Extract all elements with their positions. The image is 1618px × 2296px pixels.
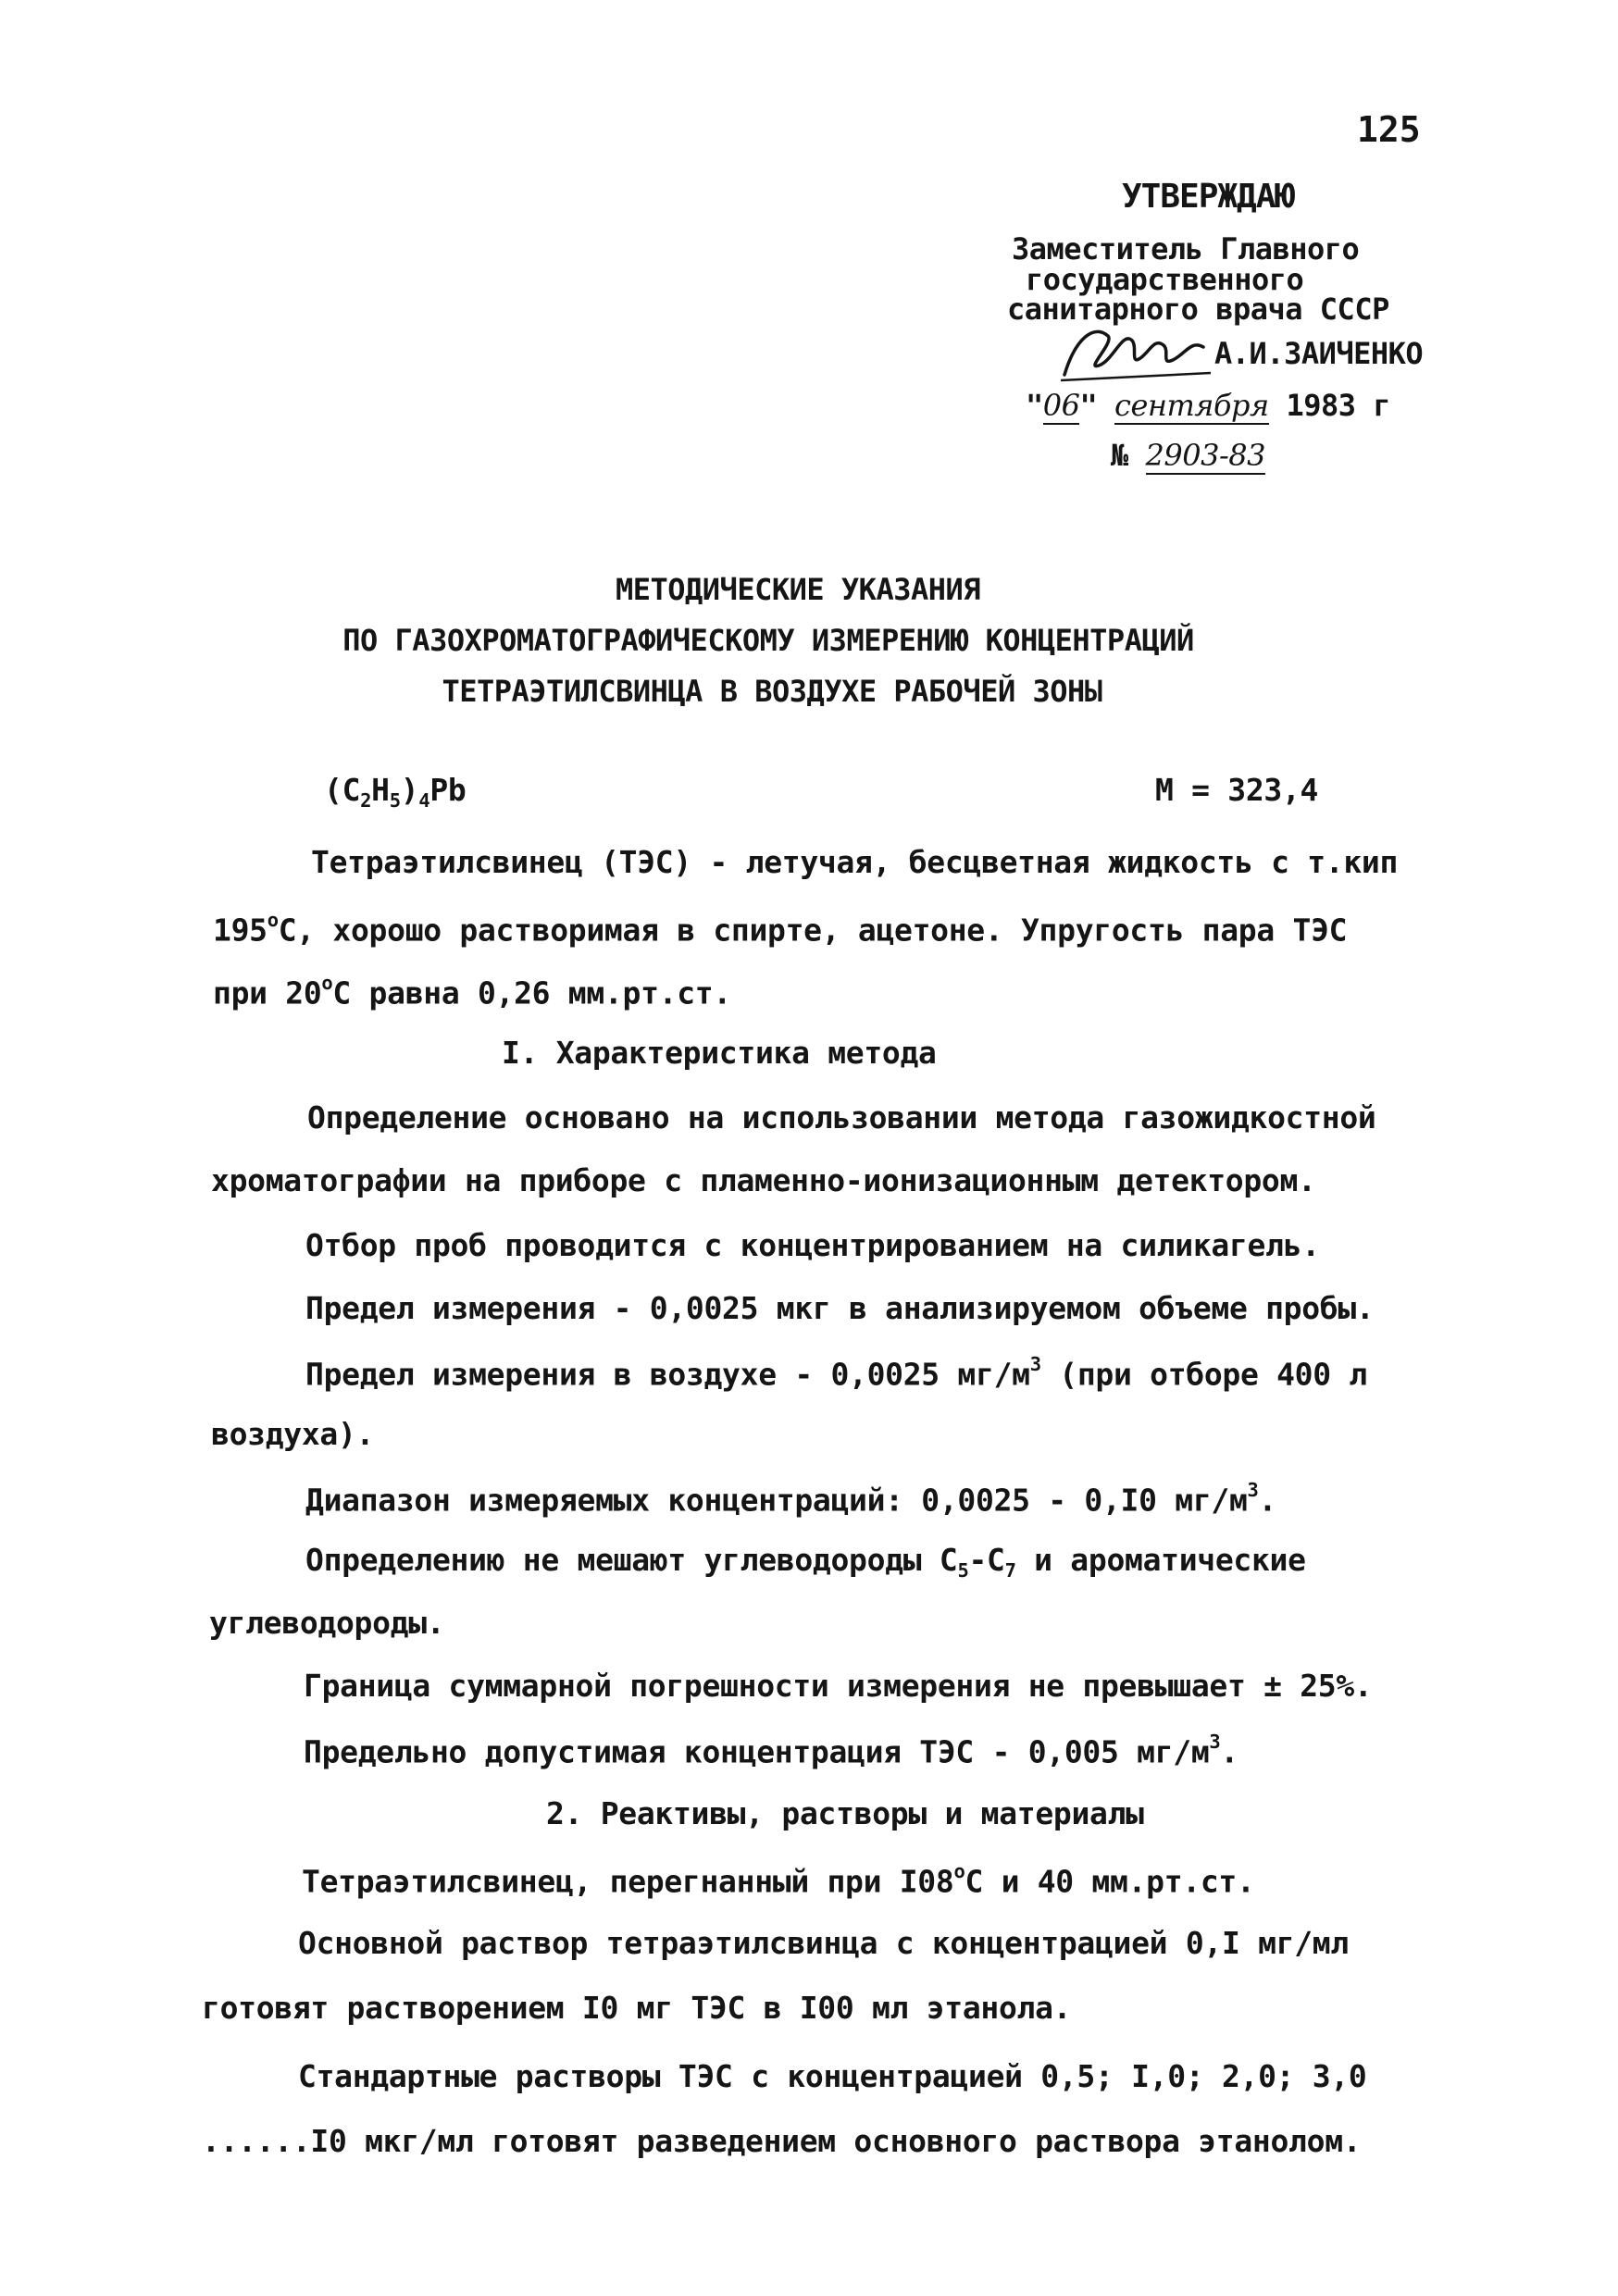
formula-h: H bbox=[371, 772, 390, 808]
intro-line-3 bbox=[213, 972, 731, 1011]
approval-number bbox=[1111, 438, 1265, 473]
s2-p1-sup: о bbox=[953, 1860, 965, 1882]
number-prefix: № bbox=[1111, 438, 1128, 473]
s1-p6-sub-2: 7 bbox=[1004, 1559, 1016, 1582]
s1-p6-sub-1: 5 bbox=[957, 1559, 969, 1582]
intro-line-1: Тетраэтилсвинец (ТЭС) - летучая, бесцветная жидкость с т.кип bbox=[311, 844, 1399, 880]
s1-p4-b: (при отборе 400 л bbox=[1040, 1356, 1367, 1393]
s2-p3-line-1: Стандартные растворы ТЭС с концентрацией 0,5; I,0; 2,0; 3,0 bbox=[298, 2058, 1367, 2094]
s1-p6-line-2: углеводороды. bbox=[209, 1605, 445, 1641]
s2-p2-line-1: Основной раствор тетраэтилсвинца с концентрацией 0,I мг/мл bbox=[298, 1925, 1349, 1961]
approver-name: А.И.ЗАИЧЕНКО bbox=[1214, 336, 1424, 371]
title-line-1: МЕТОДИЧЕСКИЕ УКАЗАНИЯ bbox=[615, 572, 981, 607]
signature bbox=[1057, 319, 1214, 384]
title-line-2: ПО ГАЗОХРОМАТОГРАФИЧЕСКОМУ ИЗМЕРЕНИЮ КОНЦЕНТРАЦИЙ bbox=[342, 623, 1194, 658]
s2-p1-a: Тетраэтилсвинец, перегнанный при I08 bbox=[302, 1863, 954, 1900]
section-2-heading: 2. Реактивы, растворы и материалы bbox=[546, 1795, 1144, 1831]
s1-p6-a: Определению не мешают углеводороды С bbox=[305, 1542, 958, 1578]
approval-line-3: санитарного врача СССР bbox=[1007, 292, 1389, 327]
s1-p1-line-2: хроматографии на приборе с пламенно-ионизационным детектором. bbox=[211, 1162, 1316, 1198]
intro-line-2-a: 195 bbox=[213, 912, 268, 949]
s2-p3-line-2: ......I0 мкг/мл готовят разведением основного раствора этанолом. bbox=[202, 2123, 1362, 2159]
intro-line-2-sup: о bbox=[267, 909, 279, 931]
s1-p6-mid: -С bbox=[968, 1542, 1005, 1578]
section-1-heading: I. Характеристика метода bbox=[502, 1035, 937, 1071]
molar-mass: М = 323,4 bbox=[1155, 772, 1319, 808]
s1-p8-a: Предельно допустимая концентрация ТЭС - 0,005 мг/м bbox=[304, 1733, 1210, 1770]
chemical-formula bbox=[324, 772, 466, 812]
s1-p5-a: Диапазон измеряемых концентраций: 0,0025 - 0,I0 мг/м bbox=[305, 1482, 1248, 1519]
s1-p4-sup: 3 bbox=[1029, 1353, 1041, 1375]
s1-p5-sup: 3 bbox=[1247, 1479, 1259, 1501]
s1-p4-line-1 bbox=[305, 1353, 1367, 1392]
s1-p8-b: . bbox=[1220, 1733, 1238, 1770]
s1-p8-sup: 3 bbox=[1209, 1731, 1221, 1753]
intro-line-3-a: при 20 bbox=[213, 974, 322, 1011]
s2-p2-line-2: готовят растворением I0 мг ТЭС в I00 мл этанола. bbox=[202, 1990, 1072, 2026]
date-close-quote: " bbox=[1079, 388, 1098, 423]
s2-p1-b: С и 40 мм.рт.ст. bbox=[965, 1863, 1255, 1900]
number-value: 2903-83 bbox=[1145, 438, 1265, 473]
s1-p3: Предел измерения - 0,0025 мкг в анализируемом объеме пробы. bbox=[305, 1290, 1375, 1326]
s1-p5 bbox=[305, 1479, 1276, 1518]
date-open-quote: " bbox=[1026, 388, 1043, 423]
s1-p6-b: и ароматические bbox=[1015, 1542, 1306, 1578]
approval-date bbox=[1026, 388, 1391, 423]
date-day: 06 bbox=[1042, 388, 1080, 423]
formula-c-sub: 2 bbox=[360, 789, 372, 813]
formula-pb: Pb bbox=[429, 772, 467, 808]
s2-p1 bbox=[302, 1860, 1255, 1899]
formula-h-sub: 5 bbox=[389, 789, 401, 813]
intro-line-2 bbox=[213, 909, 1347, 948]
s1-p7: Граница суммарной погрешности измерения не превышает ± 25%. bbox=[304, 1668, 1373, 1704]
intro-line-2-b: С, хорошо растворимая в спирте, ацетоне. Упругость пара ТЭС bbox=[278, 912, 1348, 949]
s1-p4-a: Предел измерения в воздухе - 0,0025 мг/м bbox=[305, 1356, 1030, 1393]
formula-c: (C bbox=[324, 772, 361, 808]
s1-p8 bbox=[304, 1731, 1238, 1769]
s1-p4-line-2: воздуха). bbox=[211, 1416, 375, 1452]
approval-line-2: государственного bbox=[1026, 262, 1304, 297]
formula-close-sub: 4 bbox=[418, 789, 430, 813]
s1-p5-b: . bbox=[1258, 1482, 1277, 1519]
s1-p1-line-1: Определение основано на использовании метода газожидкостной bbox=[307, 1099, 1376, 1136]
title-line-3: ТЕТРАЭТИЛСВИНЦА В ВОЗДУХЕ РАБОЧЕЙ ЗОНЫ bbox=[442, 674, 1102, 709]
date-year: 1983 г bbox=[1286, 388, 1391, 423]
formula-close: ) bbox=[400, 772, 419, 808]
intro-line-3-b: С равна 0,26 мм.рт.ст. bbox=[332, 974, 731, 1011]
page-number: 125 bbox=[1357, 109, 1421, 150]
intro-line-3-sup: о bbox=[321, 972, 333, 994]
s1-p2: Отбор проб проводится с концентрированием на силикагель. bbox=[305, 1227, 1320, 1263]
date-month: сентября bbox=[1114, 388, 1269, 423]
approval-heading: УТВЕРЖДАЮ bbox=[1122, 178, 1295, 216]
approval-line-1: Заместитель Главного bbox=[1012, 231, 1360, 267]
s1-p6-line-1 bbox=[305, 1542, 1306, 1582]
